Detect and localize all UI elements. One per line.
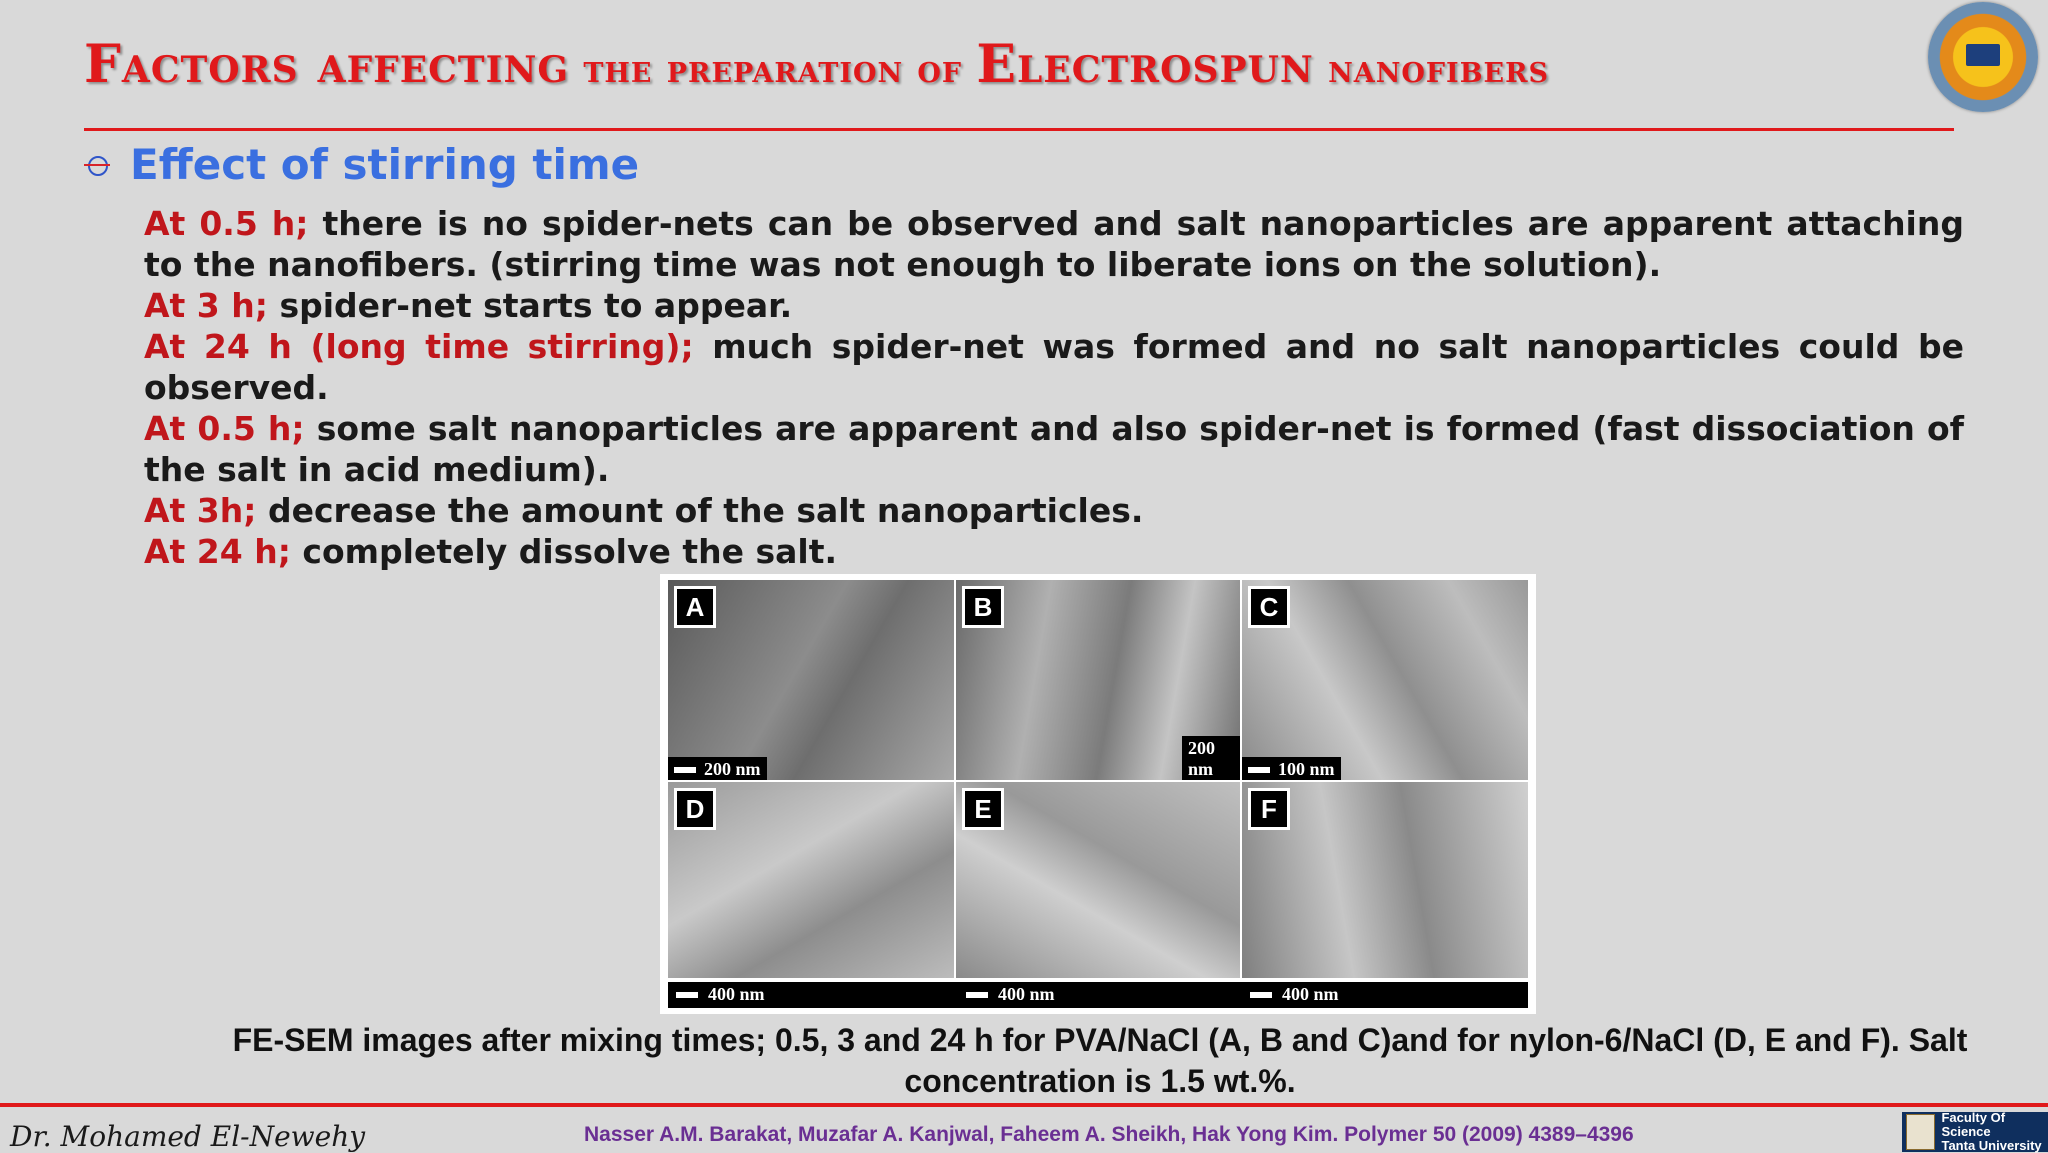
time-label: At 0.5 h; bbox=[144, 409, 305, 448]
pva-line-2 bbox=[144, 285, 1964, 326]
time-label: At 24 h; bbox=[144, 532, 291, 571]
paragraph-pva bbox=[144, 203, 1964, 408]
pva-line-3 bbox=[144, 326, 1964, 408]
tanta-university-logo bbox=[1928, 2, 2038, 112]
paragraph-nylon bbox=[144, 408, 1964, 572]
nylon-line-3 bbox=[144, 531, 1964, 572]
section-heading: Effect of stirring time bbox=[130, 140, 640, 189]
faculty-logo-icon bbox=[1906, 1114, 1935, 1150]
description: decrease the amount of the salt nanoparticles. bbox=[256, 491, 1144, 530]
fe-sem-figure bbox=[660, 574, 1536, 1014]
slide-title bbox=[84, 34, 1904, 95]
bullet-icon bbox=[84, 152, 110, 178]
sem-panel-d bbox=[668, 782, 954, 978]
author-name: Dr. Mohamed El-Newehy bbox=[10, 1120, 366, 1153]
section-heading-row bbox=[84, 140, 639, 189]
sem-panel-f bbox=[1242, 782, 1528, 978]
panel-label: A bbox=[674, 586, 716, 628]
faculty-badge-text: Faculty Of Science Tanta University bbox=[1941, 1110, 2042, 1153]
title-part-3: Electrospun bbox=[976, 34, 1314, 95]
faculty-badge bbox=[1902, 1112, 2048, 1152]
scale-bar-d: 400 nm bbox=[676, 984, 765, 1005]
scale-bar-e: 400 nm bbox=[966, 984, 1055, 1005]
book-icon bbox=[1966, 44, 2000, 66]
sem-panel-b bbox=[956, 580, 1240, 780]
time-label: At 24 h (long time stirring); bbox=[144, 327, 694, 366]
nylon-line-1 bbox=[144, 408, 1964, 490]
title-divider bbox=[84, 128, 1954, 131]
panel-label: C bbox=[1248, 586, 1290, 628]
bottom-scale-strip bbox=[668, 982, 1528, 1008]
scale-bar: 200 nm bbox=[1182, 736, 1240, 780]
figure-caption: FE-SEM images after mixing times; 0.5, 3 and 24 h for PVA/NaCl (A, B and C)and for nylon-6/NaCl (D, E and F). Salt concentration is 1.5 wt.%. bbox=[232, 1022, 1968, 1099]
description: there is no spider-nets can be observed and salt nanoparticles are apparent attaching to the nanofibers. (stirring time was not enough to liberate ions on the solution). bbox=[144, 204, 1964, 284]
title-part-4: nanofibers bbox=[1328, 46, 1550, 91]
description: much spider-net was formed and no salt nanoparticles could be observed. bbox=[144, 327, 1964, 407]
time-label: At 3h; bbox=[144, 491, 257, 530]
sem-panel-a bbox=[668, 580, 954, 780]
description: spider-net starts to appear. bbox=[267, 286, 793, 325]
scale-bar-f: 400 nm bbox=[1250, 984, 1339, 1005]
footer-divider bbox=[0, 1103, 2048, 1107]
reference-citation: Nasser A.M. Barakat, Muzafar A. Kanjwal, Faheem A. Sheikh, Hak Yong Kim. Polymer 50 (2009) 4389–4396 bbox=[584, 1123, 1634, 1146]
pva-line-1 bbox=[144, 203, 1964, 285]
panel-label: F bbox=[1248, 788, 1290, 830]
description: completely dissolve the salt. bbox=[290, 532, 838, 571]
sem-panel-e bbox=[956, 782, 1240, 978]
title-part-1: Factors affecting bbox=[84, 34, 570, 95]
description: some salt nanoparticles are apparent and also spider-net is formed (fast dissociation of the salt in acid medium). bbox=[144, 409, 1964, 489]
title-part-2: the preparation of bbox=[583, 46, 963, 91]
scale-bar: 200 nm bbox=[668, 757, 767, 780]
time-label: At 0.5 h; bbox=[144, 204, 309, 243]
sem-panel-c bbox=[1242, 580, 1528, 780]
panel-label: B bbox=[962, 586, 1004, 628]
panel-label: E bbox=[962, 788, 1004, 830]
panel-label: D bbox=[674, 788, 716, 830]
nylon-line-2 bbox=[144, 490, 1964, 531]
scale-bar: 100 nm bbox=[1242, 757, 1341, 780]
time-label: At 3 h; bbox=[144, 286, 268, 325]
